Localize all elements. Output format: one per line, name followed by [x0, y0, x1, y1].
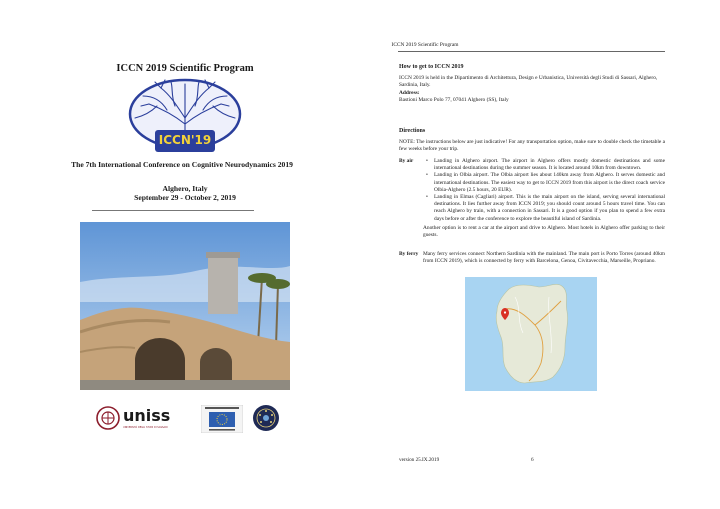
- conference-dates: September 29 - October 2, 2019: [134, 193, 236, 202]
- uniss-seal-icon: [96, 406, 120, 430]
- address-label: Address:: [399, 90, 420, 96]
- list-item: • Landing in Elmas (Cagliari) airport. This is the main airport on the island, serving several international destinations. It lies further away from ICCN 2019; you should count around 5 hours travel time. You can reach Alghero by train, with a connection in Sassari. It is a good option if you plan to spend a few extra days before or after the conference to explore the beautiful island of Sardinia.: [434, 194, 665, 223]
- logo-text: ICCN'19: [158, 133, 212, 147]
- by-air-label: By air: [399, 158, 414, 164]
- address-text: Bastioni Marco Polo 77, 07041 Alghero (SS), Italy: [399, 97, 509, 103]
- by-ferry-text: Many ferry services connect Northern Sardinia with the mainland. The main port is Porto Torres (around 40km from ICCN 2019), which is connected by ferry with Barcelona, Genoa, Civitavecchia, Marseille, Propriano.: [423, 251, 665, 265]
- by-air-section: [399, 158, 665, 239]
- conference-title: The 7th International Conference on Cognitive Neurodynamics 2019: [71, 160, 293, 169]
- venue-description: ICCN 2019 is held in the Dipartimento di Architettura, Design e Urbanistica, Università degli Studi di Sassari, Alghero, Sardinia, Italy.: [399, 75, 658, 89]
- venue-photo: [80, 222, 290, 390]
- how-to-get-heading: How to get to ICCN 2019: [399, 64, 464, 70]
- list-item: • Landing in Alghero airport. The airport in Alghero offers mostly domestic destinations and some international destinations during the summer season. It is located around 10km from downtown.: [434, 158, 665, 172]
- by-ferry-label: By ferry: [399, 251, 419, 257]
- directions-heading: Directions: [399, 128, 426, 134]
- sponsor-seal-logo: [252, 404, 280, 432]
- header-rule: [398, 51, 665, 52]
- running-header: ICCN 2019 Scientific Program: [391, 42, 459, 48]
- page-number: 6: [531, 457, 534, 463]
- sponsor-flag-logo: [201, 405, 243, 433]
- program-title: ICCN 2019 Scientific Program: [116, 63, 254, 74]
- conference-location-dates: [80, 184, 290, 202]
- by-air-list: [423, 158, 665, 223]
- uniss-wordmark: uniss: [123, 406, 171, 425]
- footer-version: version 25.IX.2019: [399, 457, 440, 463]
- uniss-subtitle: UNIVERSITÀ DEGLI STUDI DI SASSARI: [123, 426, 168, 429]
- directions-note: NOTE: The instructions below are just indicative! For any transportation option, make sure to double check the timetable a few weeks before your trip.: [399, 139, 665, 153]
- uniss-logo: [96, 406, 176, 432]
- by-air-extra: Another option is to rent a car at the airport and drive to Alghero. Most hotels in Alghero offer parking to their guests.: [423, 224, 665, 239]
- list-item: • Landing in Olbia airport. The Olbia airport lies about 140km away from Alghero. It serves domestic and international destinations. The easiest way to get to ICCN 2019 from this airport is the direct coach service Olbia-Alghero (2.5 hours, 20 EUR).: [434, 172, 665, 194]
- by-ferry-section: [399, 251, 665, 265]
- page-footer: [399, 457, 559, 463]
- divider: [92, 210, 254, 211]
- conference-location: Alghero, Italy: [162, 184, 208, 193]
- sardinia-map: [465, 277, 597, 391]
